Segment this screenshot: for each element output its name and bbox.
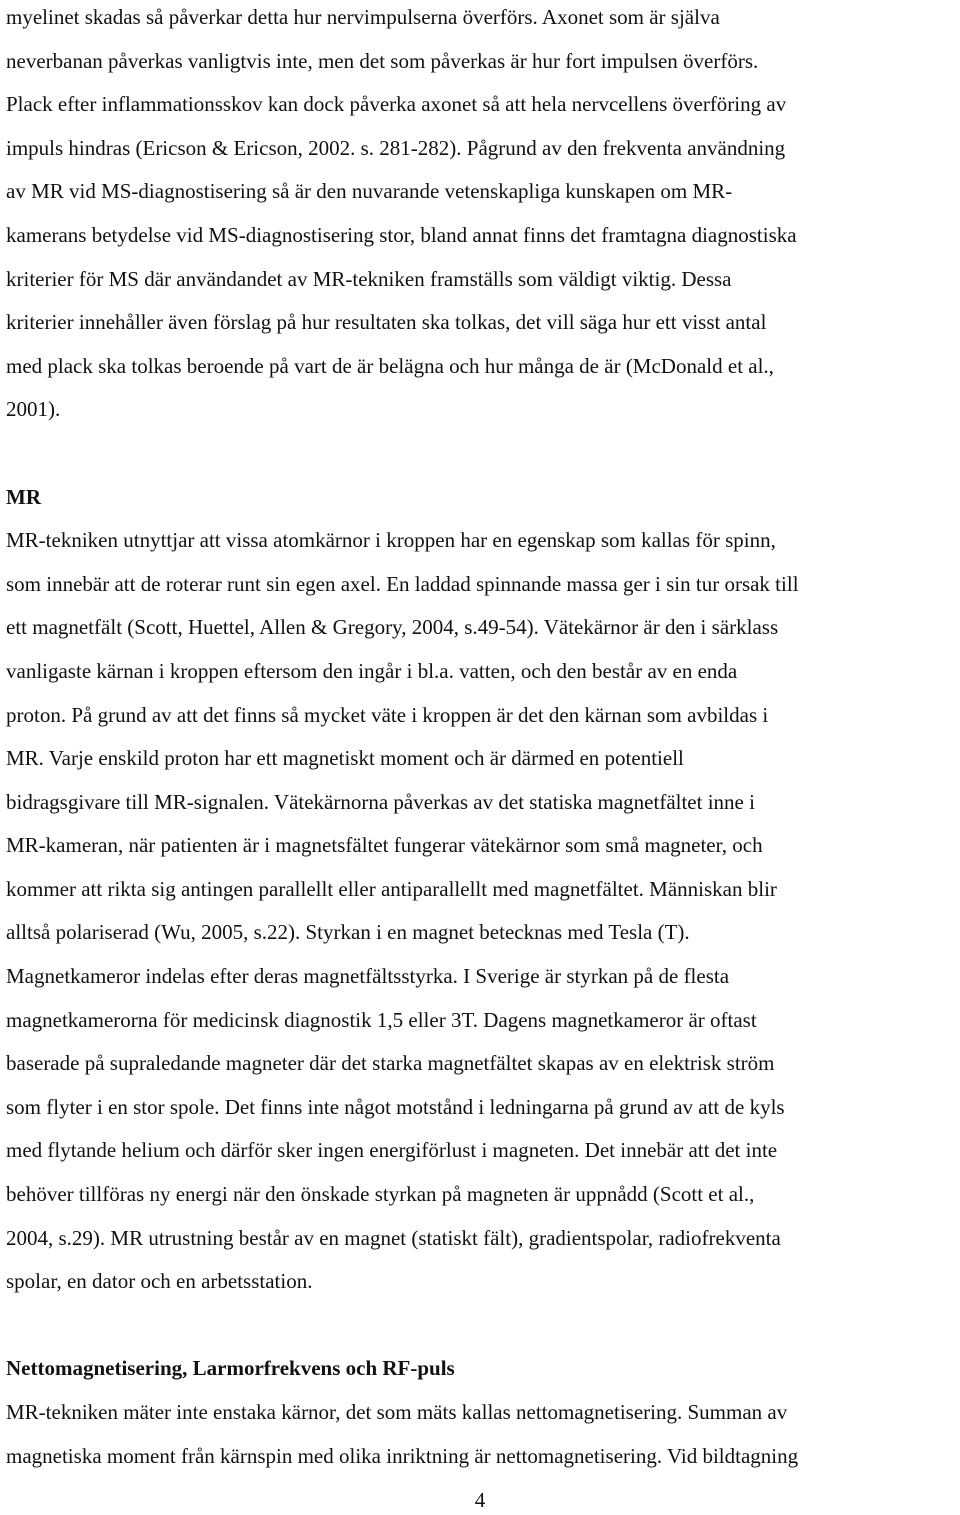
text-line: 2001). xyxy=(6,397,61,422)
document-page xyxy=(6,0,956,1478)
text-line: kommer att rikta sig antingen parallellt eller antiparallellt med magnetfältet. Människan blir xyxy=(6,876,777,901)
text-line: MR-tekniken utnyttjar att vissa atomkärnor i kroppen har en egenskap som kallas för spinn, xyxy=(6,528,776,553)
text-line: som innebär att de roterar runt sin egen axel. En laddad spinnande massa ger i sin tur orsak till xyxy=(6,571,799,596)
text-line: alltså polariserad (Wu, 2005, s.22). Styrkan i en magnet betecknas med Tesla (T). xyxy=(6,920,690,945)
text-line: behöver tillföras ny energi när den önskade styrkan på magneten är uppnådd (Scott et al., xyxy=(6,1182,755,1207)
text-line: av MR vid MS-diagnostisering så är den nuvarande vetenskapliga kunskapen om MR- xyxy=(6,179,733,204)
text-line: myelinet skadas så påverkar detta hur nervimpulserna överförs. Axonet som är själva xyxy=(6,5,720,29)
text-line: MR-tekniken mäter inte enstaka kärnor, det som mäts kallas nettomagnetisering. Summan av xyxy=(6,1400,788,1424)
text-line: baserade på supraledande magneter där det starka magnetfältet skapas av en elektrisk ström xyxy=(6,1051,775,1076)
text-line: kriterier innehåller även förslag på hur resultaten ska tolkas, det vill säga hur ett visst antal xyxy=(6,310,767,335)
text-line: magnetiska moment från kärnspin med olika inriktning är nettomagnetisering. Vid bildtagning xyxy=(6,1443,799,1468)
text-line: som flyter i en stor spole. Det finns inte något motstånd i ledningarna på grund av att de kyls xyxy=(6,1094,785,1119)
text-line: vanligaste kärnan i kroppen eftersom den ingår i bl.a. vatten, och den består av en enda xyxy=(6,658,738,683)
heading-mr: MR xyxy=(6,484,41,509)
text-line: MR. Varje enskild proton har ett magnetiskt moment och är därmed en potentiell xyxy=(6,746,684,771)
text-line: spolar, en dator och en arbetsstation. xyxy=(6,1269,313,1294)
page-number: 4 xyxy=(474,1488,486,1512)
text-line: kriterier för MS där användandet av MR-tekniken framställs som väldigt viktig. Dessa xyxy=(6,266,732,291)
text-line: MR-kameran, när patienten är i magnetsfältet fungerar vätekärnor som små magneter, och xyxy=(6,833,763,858)
text-line: Magnetkameror indelas efter deras magnetfältsstyrka. I Sverige är styrkan på de flesta xyxy=(6,964,730,989)
text-line: magnetkamerorna för medicinsk diagnostik 1,5 eller 3T. Dagens magnetkameror är oftast xyxy=(6,1007,757,1032)
text-line: med plack ska tolkas beroende på vart de är belägna och hur många de är (McDonald et al., xyxy=(6,353,774,378)
section-gap xyxy=(6,432,956,476)
text-line: proton. På grund av att det finns så mycket väte i kroppen är det den kärnan som avbildas i xyxy=(6,702,769,727)
text-line: bidragsgivare till MR-signalen. Vätekärnorna påverkas av det statiska magnetfältet inne i xyxy=(6,789,755,814)
text-line: Plack efter inflammationsskov kan dock påverka axonet så att hela nervcellens överföring av xyxy=(6,92,787,117)
text-line: impuls hindras (Ericson & Ericson, 2002. s. 281-282). Pågrund av den frekventa användning xyxy=(6,135,786,160)
text-line: kamerans betydelse vid MS-diagnostisering stor, bland annat finns det framtagna diagnostiska xyxy=(6,222,797,247)
text-line: neverbanan påverkas vanligtvis inte, men det som påverkas är hur fort impulsen överförs. xyxy=(6,48,759,73)
text-line: ett magnetfält (Scott, Huettel, Allen & Gregory, 2004, s.49-54). Vätekärnor är den i särklass xyxy=(6,615,779,640)
text-line: med flytande helium och därför sker ingen energiförlust i magneten. Det innebär att det inte xyxy=(6,1138,778,1163)
section-nettomagnetisering xyxy=(6,1391,956,1478)
section-intro xyxy=(6,0,956,432)
section-gap xyxy=(6,1304,956,1348)
text-line: 2004, s.29). MR utrustning består av en magnet (statiskt fält), gradientspolar, radiofrekventa xyxy=(6,1225,781,1250)
section-mr xyxy=(6,519,956,1304)
heading-nettomagnetisering: Nettomagnetisering, Larmorfrekvens och RF-puls xyxy=(6,1356,455,1381)
